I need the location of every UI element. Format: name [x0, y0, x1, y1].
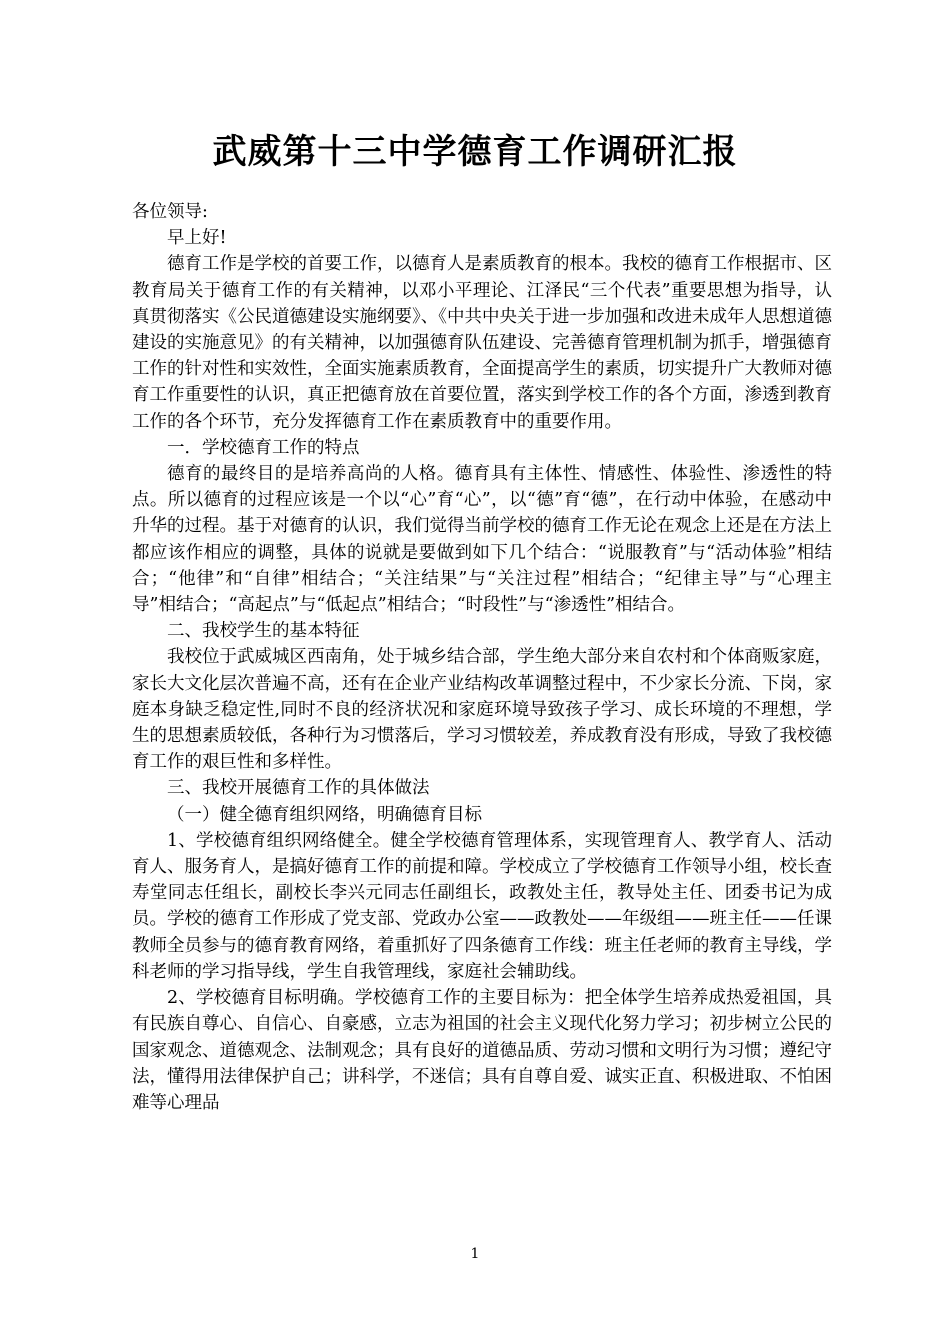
section-heading-1: 一．学校德育工作的特点	[167, 437, 360, 458]
paragraph-goals: 2、学校德育目标明确。学校德育工作的主要目标为：把全体学生培养成热爱祖国，具有民族自尊心、自信心、自豪感，立志为祖国的社会主义现代化努力学习；初步树立公民的国家观念、道德观念、法制观念；具有良好的道德品质、劳动习惯和文明行为习惯；遵纪守法，懂得用法律保护自己；讲科学，不迷信；具有自尊自爱、诚实正直、积极进取、不怕困难等心理品	[132, 988, 832, 1113]
document-title: 武威第十三中学德育工作调研汇报	[212, 132, 738, 172]
section-heading-2: 二、我校学生的基本特征	[167, 621, 360, 642]
document-body	[132, 199, 832, 1116]
salutation: 各位领导:	[132, 202, 208, 222]
paragraph-students: 我校位于武威城区西南角，处于城乡结合部，学生绝大部分来自农村和个体商贩家庭，家长大文化层次普遍不高，还有在企业产业结构改革调整过程中，不少家长分流、下岗，家庭本身缺乏稳定性,同时不良的经济状况和家庭环境导致孩子学习、成长环境的不理想，学生的思想素质较低，各种行为习惯落后，学习习惯较差，养成教育没有形成，导致了我校德育工作的艰巨性和多样性。	[132, 647, 832, 773]
paragraph-intro: 德育工作是学校的首要工作，以德育人是素质教育的根本。我校的德育工作根据市、区教育局关于德育工作的有关精神，以邓小平理论、江泽民“三个代表”重要思想为指导，认真贯彻落实《公民道德建设实施纲要》、《中共中央关于进一步加强和改进未成年人思想道德建设的实施意见》的有关精神，以加强德育队伍建设、完善德育管理机制为抓手，增强德育工作的针对性和实效性，全面实施素质教育，全面提高学生的素质，切实提升广大教师对德育工作重要性的认识，真正把德育放在首要位置，落实到学校工作的各个方面，渗透到教育工作的各个环节，充分发挥德育工作在素质教育中的重要作用。	[132, 254, 832, 432]
page-number: 1	[470, 1246, 480, 1262]
paragraph-features: 德育的最终目的是培养高尚的人格。德育具有主体性、情感性、体验性、渗透性的特点。所以德育的过程应该是一个以“心”育“心”，以“德”育“德”，在行动中体验，在感动中升华的过程。基于对德育的认识，我们觉得当前学校的德育工作无论在观念上还是在方法上都应该作相应的调整，具体的说就是要做到如下几个结合：“说服教育”与“活动体验”相结合；“他律”和“自律”相结合；“关注结果”与“关注过程”相结合；“纪律主导”与“心理主导”相结合；“高起点”与“低起点”相结合；“时段性”与“渗透性”相结合。	[132, 464, 832, 616]
section-heading-3: 三、我校开展德育工作的具体做法	[167, 778, 430, 799]
greeting: 早上好!	[167, 228, 227, 249]
paragraph-organization: 1、学校德育组织网络健全。健全学校德育管理体系，实现管理育人、教学育人、活动育人、服务育人，是搞好德育工作的前提和障。学校成立了学校德育工作领导小组，校长查寿堂同志任组长，副校长李兴元同志任副组长，政教处主任，教导处主任、团委书记为成员。学校的德育工作形成了党支部、党政办公室——政教处——年级组——班主任——任课教师全员参与的德育教育网络，着重抓好了四条德育工作线：班主任老师的教育主导线，学科老师的学习指导线，学生自我管理线，家庭社会辅助线。	[132, 830, 832, 982]
subsection-heading-1: （一）健全德育组织网络，明确德育目标	[167, 804, 482, 825]
